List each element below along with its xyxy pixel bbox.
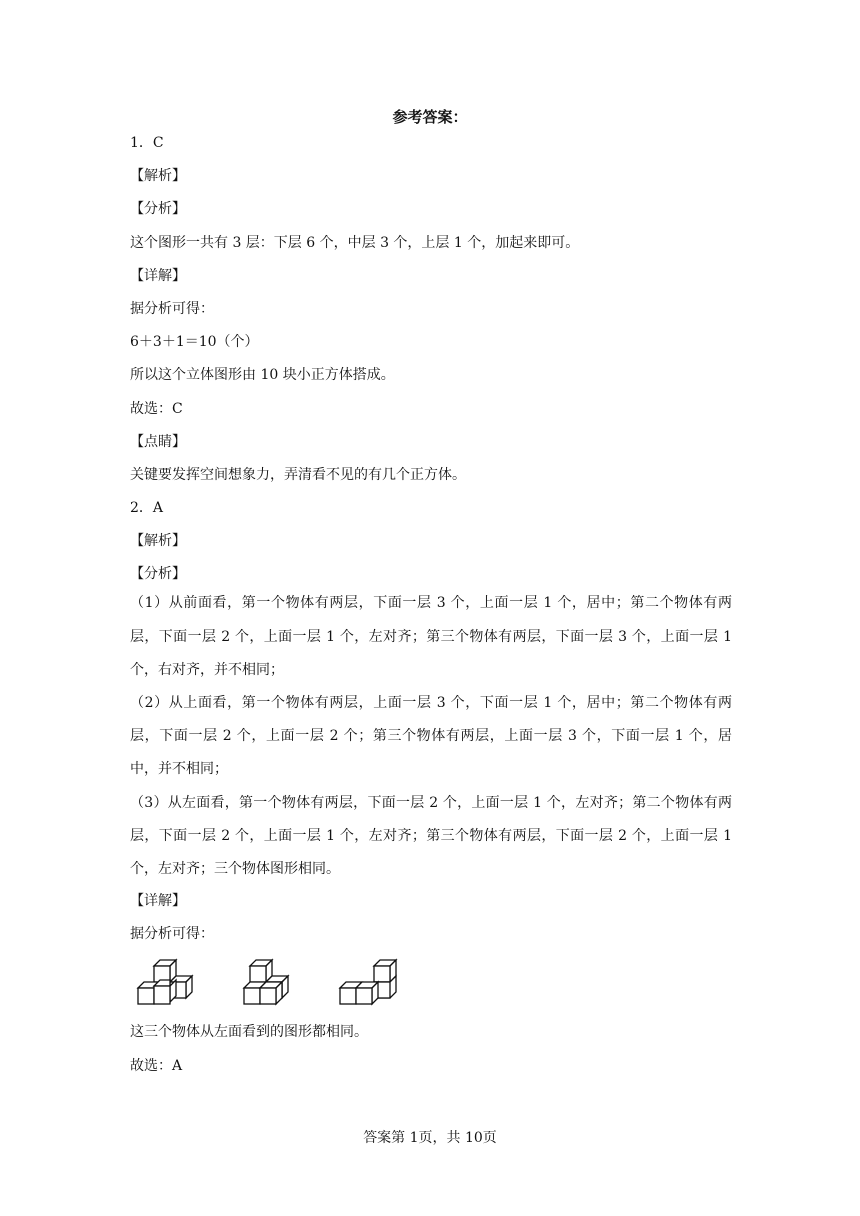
q2-conclusion: 这三个物体从左面看到的图形都相同。 bbox=[130, 1024, 368, 1041]
cube-figure-2 bbox=[242, 958, 292, 1010]
q1-answer: 1．C bbox=[130, 135, 164, 151]
q1-xiangjie-intro: 据分析可得： bbox=[130, 300, 214, 317]
cube-figure-1 bbox=[136, 958, 194, 1010]
q2-choice: 故选：A bbox=[130, 1057, 183, 1074]
answer-content bbox=[130, 133, 732, 1089]
q1-fenxi-heading: 【分析】 bbox=[130, 201, 186, 218]
q1-jiexi-heading: 【解析】 bbox=[130, 168, 186, 185]
cube-figures bbox=[130, 950, 732, 1010]
q2-fenxi-top-view: （2）从上面看，第一个物体有两层，上面一层 3 个，下面一层 1 个，居中；第二个物体有两层，下面一层 2 个，上面一层 2 个；第三个物体有两层，上面一层 3 个，下面一层 1 个，居中，并不相同； bbox=[130, 695, 732, 778]
cube bbox=[356, 982, 378, 1004]
q1-fenxi-text: 这个图形一共有 3 层：下层 6 个，中层 3 个，上层 1 个，加起来即可。 bbox=[130, 234, 580, 251]
q2-jiexi-heading: 【解析】 bbox=[130, 533, 186, 550]
page-title: 参考答案： bbox=[392, 108, 468, 126]
q2-xiangjie-intro: 据分析可得： bbox=[130, 926, 214, 943]
q2-fenxi-front-view: （1）从前面看，第一个物体有两层，下面一层 3 个，上面一层 1 个，居中；第二个物体有两层，下面一层 2 个，上面一层 1 个，左对齐；第三个物体有两层，下面一层 3 个，上面一层 1 个，右对齐，并不相同； bbox=[130, 595, 732, 678]
cube bbox=[154, 980, 176, 1004]
cube bbox=[260, 982, 282, 1004]
q2-fenxi-left-view: （3）从左面看，第一个物体有两层，下面一层 2 个，上面一层 1 个，左对齐；第二个物体有两层，下面一层 2 个，上面一层 1 个，左对齐；第三个物体有两层，下面一层 2 个，上面一层 1 个，左对齐；三个物体图形相同。 bbox=[130, 794, 732, 878]
q2-answer: 2．A bbox=[130, 500, 164, 517]
q1-choice: 故选：C bbox=[130, 400, 183, 417]
q1-dianjing-heading: 【点睛】 bbox=[130, 433, 186, 450]
q2-xiangjie-heading: 【详解】 bbox=[130, 893, 186, 910]
q1-dianjing-text: 关键要发挥空间想象力，弄清看不见的有几个正方体。 bbox=[130, 466, 466, 483]
page-footer: 答案第 1页，共 10页 bbox=[363, 1130, 497, 1146]
q1-xiangjie-heading: 【详解】 bbox=[130, 267, 186, 284]
q1-conclusion: 所以这个立体图形由 10 块小正方体搭成。 bbox=[130, 367, 395, 384]
cube-figure-3 bbox=[338, 958, 400, 1010]
q1-equation: 6＋3＋1＝10（个） bbox=[130, 334, 259, 351]
q2-fenxi-heading: 【分析】 bbox=[130, 566, 186, 583]
